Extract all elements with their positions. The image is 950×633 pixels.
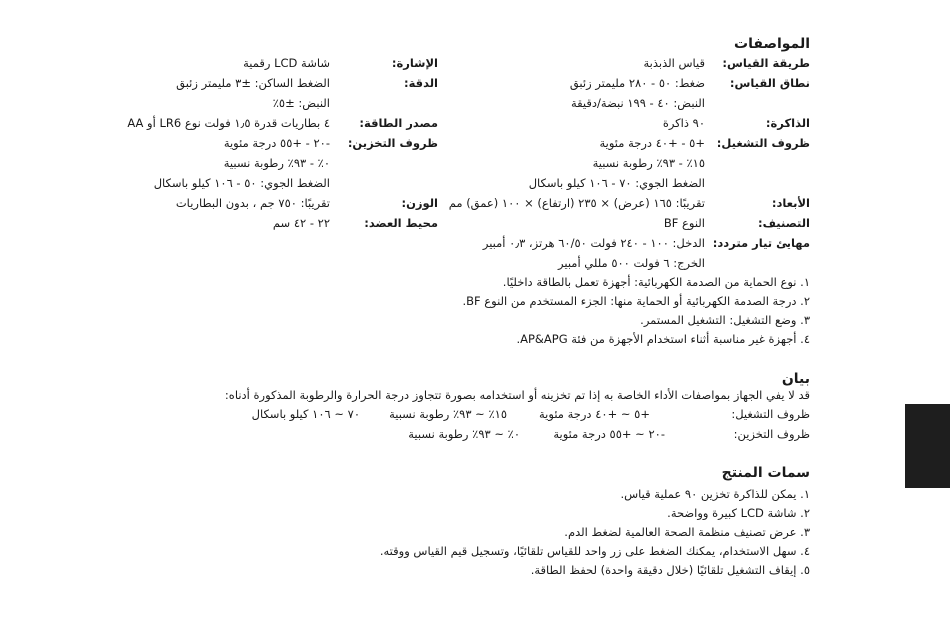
spec-label: مصدر الطاقة: <box>359 116 438 130</box>
spec-row <box>98 93 438 113</box>
spec-value: قياس الذبذبة <box>643 56 705 70</box>
specs-title: المواصفات <box>734 36 810 52</box>
spec-row <box>440 213 810 233</box>
spec-value: ١٥٪ - ٩٣٪ رطوبة نسبية <box>592 156 705 170</box>
spec-row <box>440 73 810 93</box>
spec-label: طريقة القياس: <box>722 56 810 70</box>
note-item: ٤. أجهزة غير مناسبة أثناء استخدام الأجهزة من فئة AP&APG. <box>516 332 810 346</box>
spec-row <box>98 153 438 173</box>
notes-list <box>110 272 810 348</box>
spec-row <box>440 253 810 273</box>
spec-value: النبض: ٤٠ - ١٩٩ نبضة/دقيقة <box>570 96 705 110</box>
spec-label: ظروف التخزين: <box>347 136 438 150</box>
spec-label: الذاكرة: <box>765 116 810 130</box>
spec-row <box>440 133 810 153</box>
spec-label: مهايئ تيار متردد: <box>712 236 810 250</box>
spec-value: الضغط الساكن: ±٣ مليمتر زئبق <box>176 76 330 90</box>
spec-label: الإشارة: <box>391 56 438 70</box>
notice-storage-temp: -٢٠ ~ +٥٥ درجة مئوية <box>553 427 665 441</box>
spec-value: تقريبًا: ٧٥٠ جم ، بدون البطاريات <box>175 196 330 210</box>
spec-value: شاشة LCD رقمية <box>243 56 330 70</box>
spec-value: ضغط: ٥٠ - ٢٨٠ مليمتر زئبق <box>569 76 705 90</box>
spec-row <box>440 53 810 73</box>
notice-text: قد لا يفي الجهاز بمواصفات الأداء الخاصة به إذا تم تخزينه أو استخدامه بصورة تتجاوز درجة الحرارة والرطوبة المذكورة أدناه: <box>224 388 810 402</box>
feature-item: ٣. عرض تصنيف منظمة الصحة العالمية لضغط الدم. <box>564 525 810 539</box>
spec-row <box>98 53 438 73</box>
spec-row <box>98 173 438 193</box>
specs-left-column <box>98 53 438 233</box>
spec-value: ٢٢ - ٤٢ سم <box>272 216 330 230</box>
spec-label: محيط العضد: <box>364 216 438 230</box>
feature-item: ٥. إيقاف التشغيل تلقائيًا (خلال دقيقة واحدة) لحفظ الطاقة. <box>530 563 810 577</box>
features-list <box>110 484 810 579</box>
spec-value: ٠٪ - ٩٣٪ رطوبة نسبية <box>223 156 330 170</box>
specs-right-column <box>440 53 810 273</box>
notice-operating-temp: +٥ ~ +٤٠ درجة مئوية <box>539 407 650 421</box>
notice-operating-humidity: ١٥٪ ~ ٩٣٪ رطوبة نسبية <box>389 407 507 421</box>
spec-value: تقريبًا: ١٦٥ (عرض) × ٢٣٥ (ارتفاع) × ١٠٠ (عمق) مم <box>448 196 705 210</box>
note-item: ١. نوع الحماية من الصدمة الكهربائية: أجهزة تعمل بالطاقة داخليًا. <box>502 275 810 289</box>
feature-item: ١. يمكن للذاكرة تخزين ٩٠ عملية قياس. <box>620 487 810 501</box>
section-tab-marker <box>905 404 950 488</box>
spec-row <box>98 213 438 233</box>
feature-item: ٢. شاشة LCD كبيرة وواضحة. <box>667 506 810 520</box>
spec-label: الدقة: <box>403 76 438 90</box>
spec-row <box>440 113 810 133</box>
spec-value: +٥ - +٤٠ درجة مئوية <box>599 136 705 150</box>
spec-label: ظروف التشغيل: <box>716 136 810 150</box>
spec-row <box>440 93 810 113</box>
notice-storage-humidity: ٠٪ ~ ٩٣٪ رطوبة نسبية <box>408 427 520 441</box>
spec-label: نطاق القياس: <box>729 76 810 90</box>
spec-value: ٩٠ ذاكرة <box>662 116 705 130</box>
spec-value: ٤ بطاريات قدرة ١٫٥ فولت نوع LR6 أو AA <box>127 116 330 130</box>
feature-item: ٤. سهل الاستخدام، يمكنك الضغط على زر واحد للقياس تلقائيًا، وتسجيل قيم القياس ووقته. <box>379 544 810 558</box>
spec-label: الوزن: <box>401 196 438 210</box>
spec-label: التصنيف: <box>758 216 810 230</box>
spec-row <box>440 193 810 213</box>
spec-value: الضغط الجوي: ٥٠ - ١٠٦ كيلو باسكال <box>153 176 330 190</box>
spec-row <box>440 173 810 193</box>
spec-row <box>98 133 438 153</box>
spec-value: -٢٠ - +٥٥ درجة مئوية <box>223 136 330 150</box>
notice-storage-label: ظروف التخزين: <box>733 427 810 441</box>
notice-conditions <box>90 404 810 444</box>
spec-row <box>440 153 810 173</box>
spec-label: الأبعاد: <box>771 196 810 210</box>
note-item: ٢. درجة الصدمة الكهربائية أو الحماية منها: الجزء المستخدم من النوع BF. <box>462 294 810 308</box>
spec-value: النوع BF <box>663 216 705 230</box>
notice-storage-row <box>90 424 810 444</box>
spec-value: الضغط الجوي: ٧٠ - ١٠٦ كيلو باسكال <box>528 176 705 190</box>
note-item: ٣. وضع التشغيل: التشغيل المستمر. <box>640 313 810 327</box>
spec-value: النبض: ±٥٪ <box>272 96 330 110</box>
spec-value: الدخل: ١٠٠ - ٢٤٠ فولت ٦٠/٥٠ هرتز، ٠٫٣ أمبير <box>482 236 705 250</box>
notice-operating-row <box>90 404 810 424</box>
features-title: سمات المنتج <box>721 465 810 481</box>
spec-value: الخرج: ٦ فولت ٥٠٠ مللي أمبير <box>558 256 705 270</box>
spec-row <box>98 73 438 93</box>
notice-operating-pressure: ٧٠ ~ ١٠٦ كيلو باسكال <box>251 407 360 421</box>
notice-operating-label: ظروف التشغيل: <box>731 407 810 421</box>
notice-title: بيان <box>781 371 810 387</box>
spec-row <box>98 193 438 213</box>
spec-row <box>98 113 438 133</box>
spec-row <box>440 233 810 253</box>
